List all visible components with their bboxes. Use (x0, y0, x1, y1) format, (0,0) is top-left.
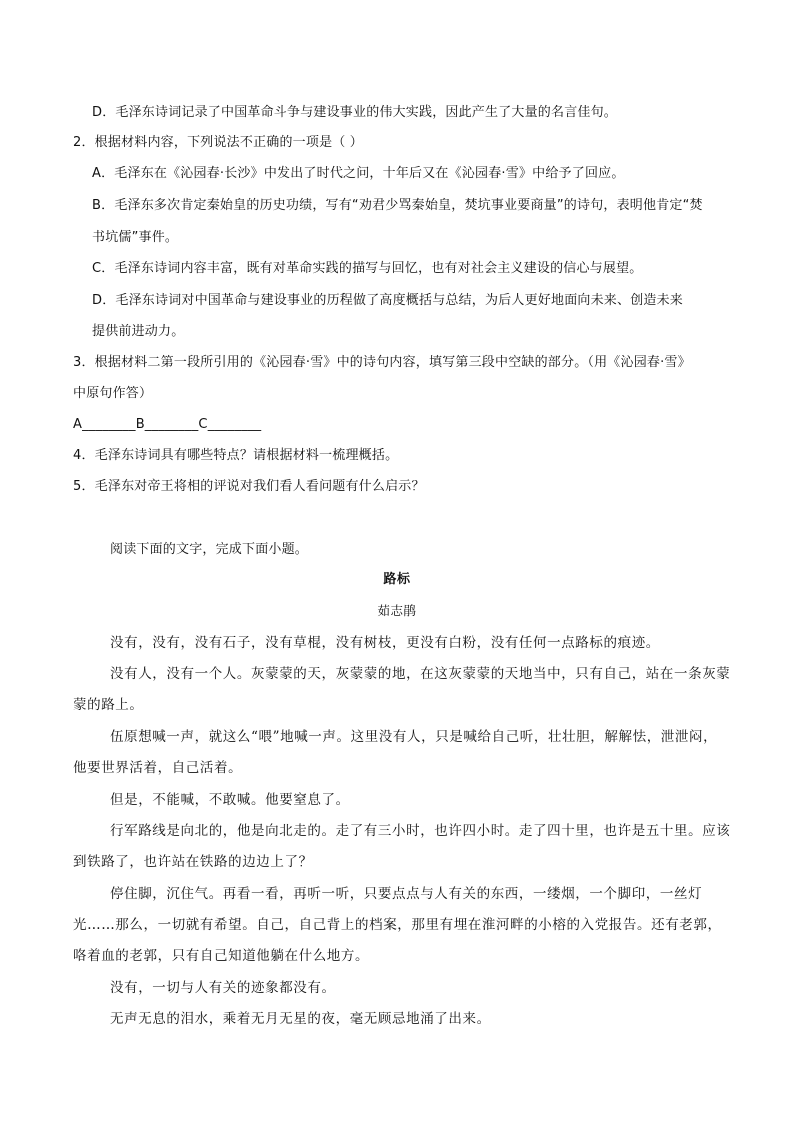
q1-option-d: D．毛泽东诗词记录了中国革命斗争与建设事业的伟大实践，因此产生了大量的名言佳句。 (92, 105, 618, 120)
q2-option-b-line2: 书坑儒”事件。 (92, 230, 179, 245)
passage-line: 无声无息的泪水，乘着无月无星的夜，毫无顾忌地涌了出来。 (110, 1011, 491, 1027)
passage-author: 茹志鹃 (377, 603, 417, 618)
q3-line2: 中原句作答） (73, 386, 153, 401)
passage-line: 伍原想喊一声，就这么“喂”地喊一声。这里没有人，只是喊给自己听，壮壮胆，解解怯，泄泄闷， (110, 729, 718, 745)
passage-title: 路标 (383, 572, 411, 587)
q5-question: 5．毛泽东对帝王将相的评说对我们看人看问题有什么启示？ (73, 479, 425, 494)
passage-line: 咯着血的老郭，只有自己知道他躺在什么地方。 (73, 948, 370, 964)
q2-option-c: C．毛泽东诗词内容丰富，既有对革命实践的描写与回忆，也有对社会主义建设的信心与展望。 (92, 261, 643, 276)
passage-line: 行军路线是向北的，他是向北走的。走了有三小时，也许四小时。走了四十里，也许是五十里。应该 (110, 823, 731, 839)
q3-answer-blanks: A________B________C________ (73, 417, 262, 432)
reading-instruction: 阅读下面的文字，完成下面小题。 (110, 542, 309, 557)
q3-line1: 3．根据材料二第一段所引用的《沁园春·雪》中的诗句内容，填写第三段中空缺的部分。（用《沁园春·雪》 (73, 355, 691, 370)
passage-line: 没有，一切与人有关的迹象都没有。 (110, 980, 336, 996)
passage-line: 没有人，没有一个人。灰蒙蒙的天，灰蒙蒙的地，在这灰蒙蒙的天地当中，只有自己，站在一条灰蒙 (110, 666, 731, 682)
passage-line: 没有，没有，没有石子，没有草棍，没有树枝，更没有白粉，没有任何一点路标的痕迹。 (110, 635, 660, 651)
q2-option-d-line2: 提供前进动力。 (92, 324, 185, 339)
passage-line: 光……那么，一切就有希望。自己，自己背上的档案，那里有埋在淮河畔的小榕的入党报告。还有老郭， (73, 917, 722, 933)
q2-stem: 2．根据材料内容，下列说法不正确的一项是（ ） (73, 135, 364, 150)
q2-option-d-line1: D．毛泽东诗词对中国革命与建设事业的历程做了高度概括与总结，为后人更好地面向未来、创造未来 (92, 293, 684, 308)
q2-option-b-line1: B．毛泽东多次肯定秦始皇的历史功绩，写有“劝君少骂秦始皇，焚坑事业要商量”的诗句，表明他肯定“焚 (92, 198, 703, 213)
passage-line: 停住脚，沉住气。再看一看，再听一听，只要点点与人有关的东西，一缕烟，一个脚印，一丝灯 (110, 886, 703, 902)
passage-line: 到铁路了，也许站在铁路的边边上了？ (73, 854, 313, 870)
q4-question: 4．毛泽东诗词具有哪些特点？请根据材料一梳理概括。 (73, 448, 399, 463)
passage-line: 他要世界活着，自己活着。 (73, 760, 243, 776)
passage-line: 但是，不能喊，不敢喊。他要窒息了。 (110, 792, 350, 808)
passage-line: 蒙的路上。 (73, 697, 144, 713)
q2-option-a: A．毛泽东在《沁园春·长沙》中发出了时代之问，十年后又在《沁园春·雪》中给予了回应。 (92, 166, 625, 181)
